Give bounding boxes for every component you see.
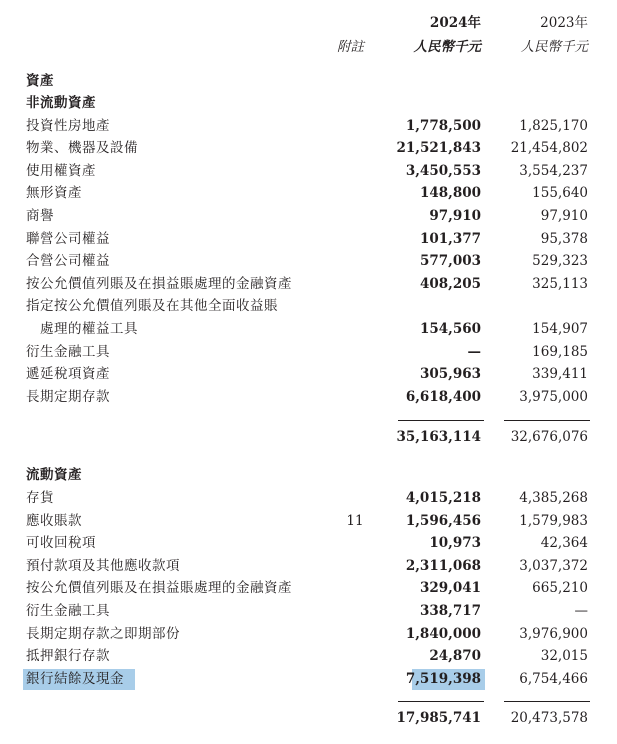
row-label: 無形資產: [26, 185, 82, 201]
value-2023: 42,364: [540, 535, 588, 551]
value-2024: 2,311,068: [405, 558, 481, 574]
value-2023: 339,411: [532, 366, 588, 382]
value-2023: 529,323: [532, 253, 588, 269]
value-2023: 154,907: [532, 321, 588, 337]
value-2023: 1,579,983: [519, 513, 588, 529]
section-current-label: 流動資產: [26, 467, 82, 483]
row-label: 抵押銀行存款: [26, 648, 110, 664]
header-unit-2024: 人民幣千元: [413, 39, 481, 55]
value-2023: 665,210: [532, 580, 588, 596]
table-row: [0, 137, 617, 159]
section-current-assets: [0, 464, 617, 486]
value-2024: 577,003: [419, 253, 481, 269]
table-row: [0, 577, 617, 599]
row-label: 按公允價值列賬及在損益賬處理的金融資產: [26, 276, 292, 292]
value-2023: 4,385,268: [519, 490, 588, 506]
header-unit-2023: 人民幣千元: [520, 39, 588, 55]
header-year-2023: 2023年: [540, 15, 588, 31]
section-assets-label: 資產: [26, 73, 54, 89]
value-2024: 338,717: [419, 603, 481, 619]
table-row: [0, 487, 617, 509]
value-2023: 169,185: [532, 344, 588, 360]
value-2024: 1,840,000: [405, 626, 481, 642]
value-2023: 325,113: [532, 276, 588, 292]
value-2023: 3,037,372: [519, 558, 588, 574]
value-2023: 32,015: [540, 648, 588, 664]
current-subtotal-rule-2024: [398, 701, 484, 702]
row-label: 指定按公允價值列賬及在其他全面收益賬: [26, 298, 278, 314]
value-2024: 4,015,218: [405, 490, 481, 506]
table-row-highlighted: [0, 668, 617, 690]
current-total-2024: 17,985,741: [396, 710, 481, 726]
row-label: 商譽: [26, 208, 54, 224]
table-row: [0, 341, 617, 363]
value-2024: 329,041: [419, 580, 481, 596]
row-label: 衍生金融工具: [26, 603, 110, 619]
value-2023: 21,454,802: [510, 140, 588, 156]
value-2023: 155,640: [532, 185, 588, 201]
row-label: 長期定期存款之即期部份: [26, 626, 180, 642]
row-label: 應收賬款: [26, 513, 82, 529]
value-2024: 24,870: [429, 648, 481, 664]
table-row: [0, 228, 617, 250]
value-2023: 3,976,900: [519, 626, 588, 642]
row-label: 按公允價值列賬及在損益賬處理的金融資產: [26, 580, 292, 596]
value-2023: 3,975,000: [519, 389, 588, 405]
non-current-total-2023: 32,676,076: [510, 429, 588, 445]
table-row: [0, 600, 617, 622]
row-label: 合營公司權益: [26, 253, 110, 269]
value-2023: 1,825,170: [519, 118, 588, 134]
header-note: 附註: [337, 39, 364, 55]
value-2023: 3,554,237: [519, 163, 588, 179]
current-total-row: [0, 707, 617, 729]
subtotal-rule-2023: [504, 420, 590, 421]
value-2023: 6,754,466: [519, 671, 588, 687]
value-2024: 21,521,843: [396, 140, 481, 156]
current-subtotal-rule-2023: [504, 701, 590, 702]
value-2024: 3,450,553: [405, 163, 481, 179]
value-2024: —: [467, 344, 481, 360]
row-label: 遞延稅項資產: [26, 366, 110, 382]
table-row: [0, 532, 617, 554]
table-row: [0, 205, 617, 227]
table-row: [0, 363, 617, 385]
value-2023: 95,378: [540, 231, 588, 247]
row-label: 衍生金融工具: [26, 344, 110, 360]
non-current-total-2024: 35,163,114: [396, 429, 481, 445]
value-2024: 101,377: [419, 231, 481, 247]
table-row: [0, 623, 617, 645]
table-row: [0, 250, 617, 272]
header-year-2024: 2024年: [429, 15, 481, 31]
current-total-2023: 20,473,578: [510, 710, 588, 726]
row-label: 使用權資產: [26, 163, 96, 179]
non-current-total-row: [0, 426, 617, 448]
value-2024: 154,560: [419, 321, 481, 337]
row-label: 投資性房地產: [26, 118, 110, 134]
row-note: 11: [346, 513, 364, 529]
section-assets: [0, 70, 617, 92]
value-2024: 1,778,500: [405, 118, 481, 134]
row-label: 長期定期存款: [26, 389, 110, 405]
table-row: [0, 645, 617, 667]
value-2023: —: [574, 603, 588, 619]
table-row: [0, 160, 617, 182]
table-row: [0, 386, 617, 408]
table-row: [0, 273, 617, 295]
value-2023: 97,910: [540, 208, 588, 224]
value-2024: 408,205: [419, 276, 481, 292]
table-row: [0, 182, 617, 204]
subtotal-rule-2024: [398, 420, 484, 421]
table-row: [0, 295, 617, 317]
value-2024: 10,973: [429, 535, 481, 551]
table-row: [0, 510, 617, 532]
value-2024: 1,596,456: [405, 513, 481, 529]
value-2024: 305,963: [419, 366, 481, 382]
table-row: [0, 555, 617, 577]
table-row: [0, 318, 617, 340]
row-label: 處理的權益工具: [40, 321, 138, 337]
row-label: 存貨: [26, 490, 54, 506]
table-row: [0, 115, 617, 137]
row-label: 銀行結餘及現金: [26, 671, 124, 687]
row-label: 物業、機器及設備: [26, 140, 138, 156]
section-non-current-label: 非流動資產: [26, 95, 96, 111]
row-label: 聯營公司權益: [26, 231, 110, 247]
row-label: 可收回稅項: [26, 535, 96, 551]
section-non-current-assets: [0, 92, 617, 114]
value-2024: 6,618,400: [405, 389, 481, 405]
value-2024: 7,519,398: [405, 671, 481, 687]
value-2024: 97,910: [429, 208, 481, 224]
value-2024: 148,800: [419, 185, 481, 201]
row-label: 預付款項及其他應收款項: [26, 558, 180, 574]
